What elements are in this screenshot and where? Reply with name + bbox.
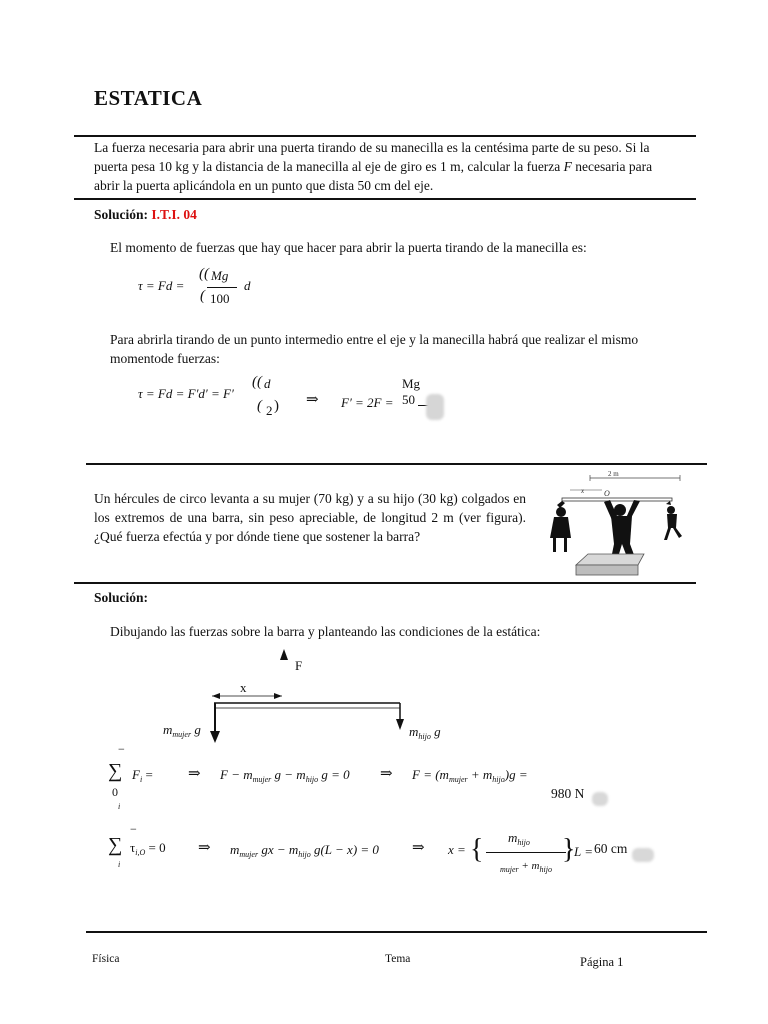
- eq1-denominator: 100: [210, 291, 230, 306]
- force-diagram: [200, 645, 420, 745]
- sum-t-fraction-bar: [486, 852, 566, 853]
- sum-t-tail: L =: [574, 844, 594, 859]
- sum-t-den-sub1: mujer: [499, 865, 519, 874]
- eq2-paren-bottom: (: [257, 398, 262, 414]
- sum-t-lhs-eq: = 0: [148, 840, 166, 855]
- sum-t-arrow-1: ⇒: [198, 840, 211, 856]
- sum-f-middle-sub2: hijo: [305, 775, 319, 784]
- solution-1-label: Solución:: [94, 207, 149, 222]
- sum-f-rhs: [412, 767, 528, 784]
- sum-t-middle-3: g(L − x) = 0: [313, 842, 379, 857]
- weight-right-m: m: [409, 724, 419, 739]
- force-f-label: F: [295, 658, 303, 673]
- hercules-figure: [540, 468, 690, 580]
- torque-result-smudge: [632, 848, 654, 862]
- eq2-arrow: ⇒: [306, 392, 319, 408]
- weight-left-label: [163, 722, 201, 739]
- sum-t-den-sub2: hijo: [539, 865, 552, 874]
- solution-1-heading: [94, 205, 197, 224]
- torque-result: 60 cm: [594, 841, 628, 856]
- x-dimension-label: x: [240, 680, 247, 695]
- sum-t-num-m: m: [508, 830, 518, 845]
- figure-pedestal-top: [576, 554, 644, 565]
- solution-1-source: I.T.I. 04: [151, 207, 197, 222]
- weight-left-m: m: [163, 722, 173, 737]
- sum-f-arrow-2: ⇒: [380, 766, 393, 782]
- sum-f-rhs-2: + m: [470, 767, 493, 782]
- x-dimension-arrow-left: [212, 693, 220, 699]
- sum-t-arrow-2: ⇒: [412, 840, 425, 856]
- eq1-numerator: Mg: [211, 268, 229, 283]
- weight-right-label: [409, 724, 441, 741]
- footer-center: Tema: [385, 953, 411, 965]
- sum-t-upper-limit: −: [130, 822, 137, 836]
- sum-t-middle-1: m: [230, 842, 240, 857]
- sum-t-num-sub: hijo: [517, 838, 530, 847]
- sum-f-rhs-sub2: hijo: [492, 775, 505, 784]
- eq2-result: F′ = 2F =: [341, 395, 394, 410]
- sum-f-middle-sub1: mujer: [252, 775, 272, 784]
- force-result-smudge: [592, 792, 608, 806]
- sum-f-upper-limit: −: [118, 742, 125, 756]
- sum-f-lhs-eq: =: [145, 767, 153, 782]
- figure-x-label: x: [581, 487, 585, 495]
- eq2-lhs: τ = Fd = F′d′ = F′: [138, 386, 234, 401]
- sum-f-middle-3: g = 0: [321, 767, 350, 782]
- sum-t-denominator: [492, 860, 552, 874]
- figure-bar: [562, 498, 672, 501]
- weight-right-g: g: [434, 724, 441, 739]
- sum-t-brace-right: }: [562, 834, 576, 865]
- problem-2-top-rule: [86, 463, 707, 465]
- sum-t-middle: [230, 842, 379, 859]
- sum-t-middle-sub2: hijo: [298, 850, 311, 859]
- eq2-denominator: 2: [266, 403, 273, 418]
- page-title: ESTATICA: [94, 86, 203, 110]
- solution-2-paragraph-1: Dibujando las fuerzas sobre la barra y planteando las condiciones de la estática:: [110, 624, 541, 639]
- sum-f-rhs-sub1: mujer: [448, 775, 468, 784]
- problem-1-text-pre: La fuerza necesaria para abrir una puerta tirando de su manecilla es la centésima parte de su peso. Si la puerta pesa 10 kg y la distancia de la manecilla al eje de giro es 1 m, calcular la fuerza: [94, 140, 650, 174]
- sum-f-middle-2: g − m: [274, 767, 306, 782]
- equation-torque-1: [138, 266, 268, 310]
- sum-t-middle-2: gx − m: [261, 842, 299, 857]
- weight-right-arrowhead: [396, 719, 404, 730]
- sum-f-rhs-3: )g =: [504, 767, 528, 782]
- eq1-paren-bottom: (: [200, 288, 205, 304]
- figure-pedestal-base: [576, 565, 638, 575]
- weight-left-g: g: [194, 722, 201, 737]
- solution-1-paragraph-1: El momento de fuerzas que hay que hacer para abrir la puerta tirando de la manecilla es:: [110, 240, 587, 255]
- sum-t-x-eq: x =: [448, 842, 466, 857]
- child-silhouette: [664, 501, 682, 540]
- eq2-numerator: d: [264, 376, 271, 391]
- sum-t-sigma: ∑: [108, 834, 123, 856]
- equation-sum-torques: [104, 822, 664, 886]
- problem-1-text-post: necesaria para abrir la puerta aplicándola en un punto que dista 50 cm del eje.: [94, 159, 653, 193]
- weight-left-sub: mujer: [172, 730, 192, 739]
- figure-length-label: 2 m: [608, 470, 619, 478]
- eq2-mg: Mg: [402, 376, 421, 391]
- sum-f-arrow-1: ⇒: [188, 766, 201, 782]
- sum-f-lhs-sub: i: [139, 775, 143, 784]
- sum-f-middle: [220, 767, 350, 784]
- footer-rule: [86, 931, 707, 933]
- sum-f-lower-limit: 0: [112, 785, 118, 799]
- sum-t-index: i: [118, 860, 121, 869]
- top-rule: [74, 135, 696, 137]
- force-variable: F: [563, 159, 572, 174]
- problem-2-bottom-rule: [74, 582, 696, 584]
- sum-t-middle-sub1: mujer: [239, 850, 259, 859]
- sum-f-middle-1: F − m: [220, 767, 253, 782]
- problem-1-bottom-rule: [74, 198, 696, 200]
- x-dimension-arrow-right: [274, 693, 282, 699]
- sum-t-lhs: [130, 840, 166, 857]
- eq1-lhs: τ = Fd =: [138, 278, 185, 293]
- sum-f-lhs-f: F: [132, 767, 140, 782]
- equation-sum-forces: [104, 742, 624, 814]
- problem-1-statement: [94, 138, 677, 195]
- force-result: 980 N: [551, 786, 585, 801]
- sum-t-lhs-tau: τ: [130, 840, 136, 855]
- sum-t-numerator: [508, 830, 530, 847]
- sum-f-sigma: ∑: [108, 760, 123, 782]
- sum-f-index: i: [118, 802, 121, 811]
- eq1-paren-top: ((: [199, 266, 209, 282]
- eq2-paren-close: ): [274, 398, 279, 414]
- sum-f-rhs-1: F = (m: [412, 767, 449, 782]
- eq2-frac-num: 50: [402, 392, 415, 407]
- sum-f-lhs: [132, 767, 153, 784]
- solution-2-label: Solución:: [94, 590, 149, 605]
- eq1-tail: d: [244, 278, 251, 293]
- woman-silhouette: [550, 501, 571, 552]
- solution-1-paragraph-2: Para abrirla tirando de un punto intermedio entre el eje y la manecilla habrá que realizar el mismo momentode fuerzas:: [110, 332, 639, 366]
- problem-2-statement: Un hércules de circo levanta a su mujer (70 kg) y a su hijo (30 kg) colgados en los extremos de una barra, sin peso apreciable, de longitud 2 m (ver figura). ¿Qué fuerza efectúa y por dónde tiene que sostener la barra?: [94, 491, 526, 544]
- figure-o-label: O: [604, 489, 610, 498]
- footer-right: Página 1: [580, 955, 624, 969]
- equation-torque-2: [138, 374, 458, 422]
- footer-left: Física: [92, 953, 120, 965]
- force-f-arrowhead: [280, 649, 288, 660]
- sum-t-den-plus: + m: [521, 860, 540, 872]
- eq2-smudge: [426, 394, 444, 420]
- eq1-fraction-bar: [207, 287, 237, 288]
- weight-right-sub: hijo: [418, 732, 431, 741]
- sum-t-brace-left: {: [470, 834, 484, 865]
- sum-t-lhs-sub: i,O: [135, 848, 146, 857]
- eq2-paren-top: ((: [252, 374, 262, 390]
